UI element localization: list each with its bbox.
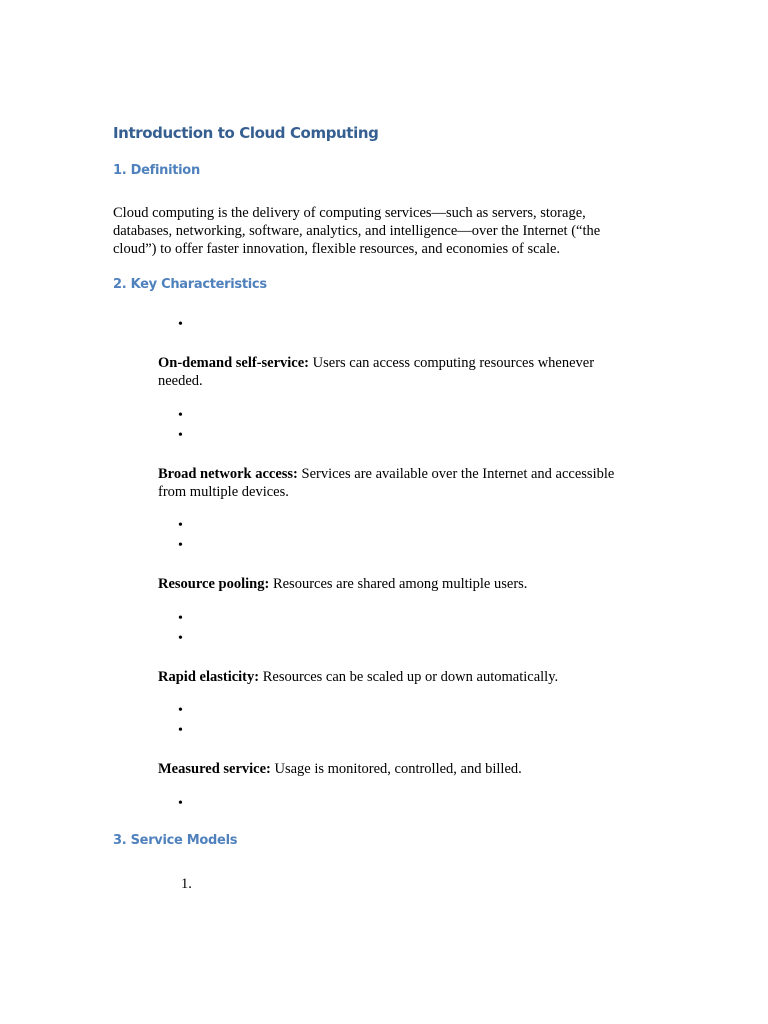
definition-paragraph: Cloud computing is the delivery of computing services—such as servers, storage, databases, networking, software, analytics, and intelligence—over the Internet (“the cloud”) to offer faster innovation, flexible resources, and economies of scale. (113, 205, 601, 257)
bullet-marker: • (178, 317, 183, 332)
characteristic-item (158, 760, 643, 778)
characteristic-term: On-demand self-service: (158, 355, 310, 371)
bullet-marker: • (178, 408, 183, 423)
characteristic-text: Resources are shared among multiple users. (269, 576, 528, 592)
bullet-marker: • (178, 703, 183, 718)
bullet-marker: • (178, 796, 183, 811)
characteristic-item (158, 668, 643, 686)
characteristic-text: Services are available over the Internet and accessible from multiple devices. (158, 466, 615, 500)
bullet-marker: • (178, 723, 183, 738)
characteristic-term: Rapid elasticity: (158, 669, 260, 685)
bullet-marker: • (178, 538, 183, 553)
characteristic-text: Resources can be scaled up or down automatically. (259, 669, 559, 685)
bullet-marker: • (178, 631, 183, 646)
characteristic-term: Measured service: (158, 761, 271, 777)
section-heading-service-models: 3. Service Models (113, 833, 238, 848)
characteristic-item (158, 354, 638, 390)
characteristic-text: Users can access computing resources whenever needed. (158, 355, 595, 389)
characteristic-term: Broad network access: (158, 466, 298, 482)
bullet-marker: • (178, 518, 183, 533)
section-heading-key-characteristics: 2. Key Characteristics (113, 277, 267, 292)
bullet-marker: • (178, 611, 183, 626)
characteristic-term: Resource pooling: (158, 576, 270, 592)
characteristic-item (158, 465, 643, 501)
characteristic-text: Usage is monitored, controlled, and billed. (270, 761, 522, 777)
section-heading-definition: 1. Definition (113, 163, 200, 178)
bullet-marker: • (178, 428, 183, 443)
document-title: Introduction to Cloud Computing (113, 124, 379, 142)
characteristic-item (158, 575, 643, 593)
numbered-list-marker: 1. (181, 876, 192, 892)
